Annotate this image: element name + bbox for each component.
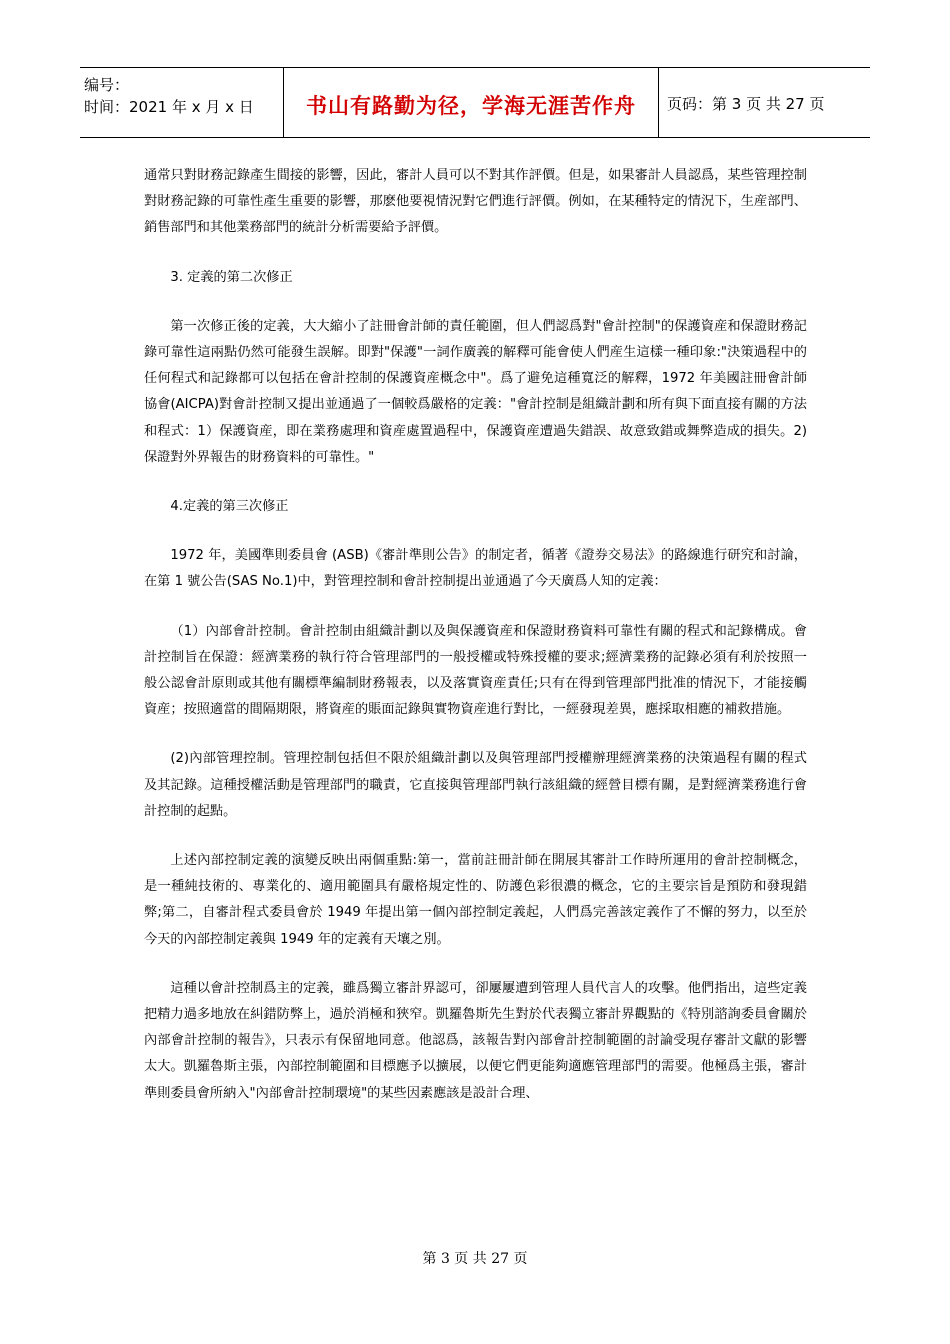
paragraph-criticism: 這種以會計控制爲主的定義，雖爲獨立審計界認可，卻屢屢遭到管理人員代言人的攻擊。他們指出，這些定義把精力過多地放在糾錯防弊上，過於消極和狹窄。凱羅魯斯先生對於代表獨立審計界觀點的《特別諮詢委員會關於內部會計控制的報告》，只表示有保留地同意。他認爲，該報告對內部會計控制範圍的討論受現存審計文獻的影響太大。凱羅魯斯主張，內部控制範圍和目標應予以擴展，以便它們更能夠適應管理部門的需要。他極爲主張，審計準則委員會所納入"內部會計控制環境"的某些因素應該是設計合理、 — [144, 980, 807, 1101]
page-footer: 第 3 页 共 27 页 — [422, 1251, 528, 1267]
paragraph-3: 1972 年，美國準則委員會 (ASB)《審計準則公告》的制定者，循著《證券交易法》的路線進行研究和討論，在第 1 號公告(SAS No.1)中，對管理控制和會計控制提出並通過了今天廣爲人知的定義： — [144, 548, 807, 590]
number-label: 编号： — [84, 76, 130, 94]
paragraph-internal-management-control: (2)內部管理控制。管理控制包括但不限於組織計劃以及與管理部門授權辦理經濟業務的決策過程有關的程式及其記錄。這種授權活動是管理部門的職責，它直接與管理部門執行該組織的經營目標有關，是對經濟業務進行會計控制的起點。 — [144, 751, 807, 819]
motto-text: 书山有路勤为径，学海无涯苦作舟 — [306, 93, 636, 118]
page-header — [80, 67, 870, 138]
section-heading-4: 4.定義的第三次修正 — [170, 499, 289, 515]
header-info-cell — [80, 68, 284, 137]
header-motto-cell — [284, 68, 659, 137]
paragraph-2: 第一次修正後的定義，大大縮小了註冊會計師的責任範圍，但人們認爲對"會計控制"的保護資産和保證財務記錄可靠性這兩點仍然可能發生誤解。即對"保護"一詞作廣義的解釋可能會使人們産生這樣一種印象:"決策過程中的任何程式和記錄都可以包括在會計控制的保護資産概念中"。爲了避免這種寬泛的解釋，1972 年美國註冊會計師協會(AICPA)對會計控制又提出並通過了一個較爲嚴格的定義："會計控制是組織計劃和所有與下面直接有關的方法和程式：1）保護資産，即在業務處理和資産處置過程中，保護資産遭過失錯誤、故意致錯或舞弊造成的損失。2)保證對外界報吿的財務資料的可靠性。" — [144, 318, 807, 465]
page-info: 页码：第 3 页 共 27 页 — [667, 95, 825, 113]
paragraph-evolution-summary: 上述內部控制定義的演變反映出兩個重點:第一，當前註冊計師在開展其審計工作時所運用的會計控制概念，是一種純技術的、專業化的、適用範圍具有嚴格規定性的、防護色彩很濃的概念，它的主要宗旨是預防和發現錯弊;第二，自審計程式委員會於 1949 年提出第一個內部控制定義起，人們爲完善該定義作了不懈的努力，以至於今天的內部控制定義與 1949 年的定義有天壤之別。 — [144, 853, 807, 947]
document-body — [144, 163, 807, 1107]
time-label: 时间：2021 年 x 月 x 日 — [84, 98, 254, 116]
section-heading-3: 3. 定義的第二次修正 — [170, 269, 293, 285]
paragraph-internal-accounting-control: （1）內部會計控制。會計控制由組織計劃以及與保護資産和保證財務資料可靠性有關的程式和記錄構成。會計控制旨在保證：經濟業務的執行符合管理部門的一般授權或特殊授權的要求;經濟業務的記錄必須有利於按照一般公認會計原則或其他有關標準編制財務報表，以及落實資産責任;只有在得到管理部門批准的情況下，才能接觸資産；按照適當的間隔期限，將資産的賬面記錄與實物資産進行對比，一經發現差異，應採取相應的補救措施。 — [144, 623, 807, 718]
paragraph-1: 通常只對財務記錄產生間接的影響，因此，審計人員可以不對其作評價。但是，如果審計人員認爲，某些管理控制對財務記錄的可靠性產生重要的影響，那麽他要視情況對它們進行評價。例如，在某種特定的情況下，生産部門、銷售部門和其他業務部門的統計分析需要給予評價。 — [144, 168, 807, 236]
header-page-cell — [659, 68, 870, 137]
